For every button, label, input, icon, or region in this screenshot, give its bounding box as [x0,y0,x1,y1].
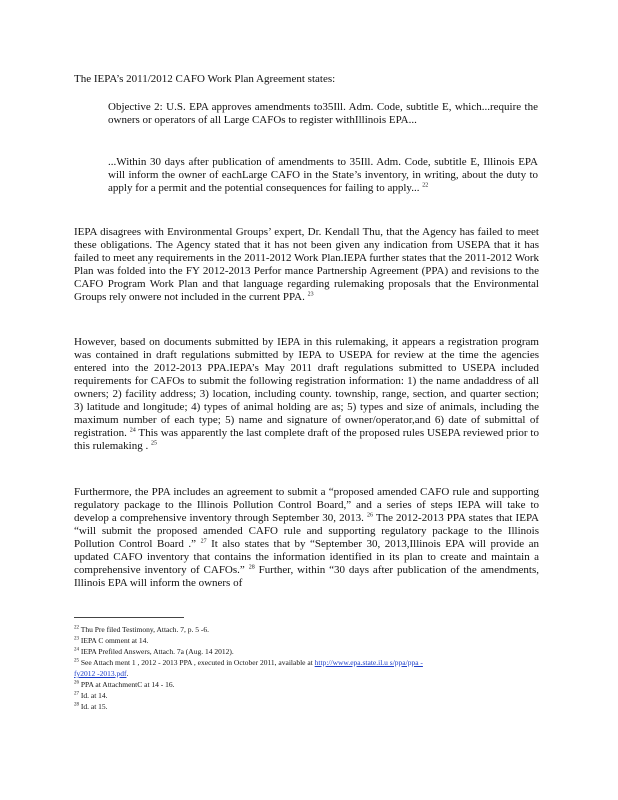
footnote-number: 28 [74,702,79,708]
footnote-number: 23 [74,636,79,642]
footnote-text: Id. at 15. [80,702,108,711]
intro-sentence: The IEPA’s 2011/2012 CAFO Work Plan Agreement states: [74,73,336,85]
footnote-26 [74,679,544,690]
paragraph-text: However, based on documents submitted by IEPA in this rulemaking, it appears a registration program was contained in draft regulations submitted by IEPA to USEPA for review at the time the agencies entered into the 2012-2013 PPA.IEPA’s May 2011 draft regulations submitted to USEPA included requirements for CAFOs to submit the following registration information: 1) the name andaddress of all owners; 2) facility address; 3) location, including county. township, range, section, and quarter section; 3) latitude and longitude; 4) types of animal holding are as; 5) types and size of animals, including the maximum number of each type; 5) name and signature of owner/operator,and 6) date of submittal of registration. [74,336,539,439]
footnote-text: . [126,669,129,678]
footnote-ref[interactable]: 22 [422,182,429,189]
footnote-number: 22 [74,625,79,631]
footnote-28 [74,701,544,712]
footnote-ref[interactable]: 24 [129,427,136,434]
footnote-25 [74,657,544,668]
quote-text: ...Within 30 days after publication of amendments to 35Ill. Adm. Code, subtitle E, Illinois EPA will inform the owner of eachLarge CAFO in the State’s inventory, in writing, about the duty to apply for a permit and the potential consequences for failing to apply... [108,156,538,194]
footnote-text: PPA at AttachmentC at 14 - 16. [80,680,175,689]
footnote-ref[interactable]: 23 [307,291,314,298]
ppa-link-continued[interactable]: fy2012 -2013.pdf [74,669,127,678]
paragraph-text: The 2012-2013 PPA states that IEPA “will submit the proposed amended CAFO rule and supporting regulatory package to the Illinois Pollution Control Board .” [74,512,539,550]
paragraph-text: It also states that by “September 30, 2013,Illinois EPA will provide an updated CAFO inventory that contains the information identified in its plan to create and maintain a comprehensive inventory of CAFOs.” [74,538,540,576]
footnote-ref[interactable]: 28 [248,564,255,571]
footnote-25-continued [74,668,544,679]
paragraph-furthermore [74,486,539,590]
footnote-27 [74,690,544,701]
paragraph-however [74,336,539,453]
ppa-link[interactable]: http://www.epa.state.il.u s/ppa/ppa - [314,658,423,667]
footnote-ref[interactable]: 27 [200,538,207,545]
paragraph-text: Further, within “30 days after publication of the amendments, Illinois EPA will inform the owners of [74,564,540,589]
block-quote-within-30-days [108,156,538,195]
paragraph-text: Furthermore, the PPA includes an agreement to submit a “proposed amended CAFO rule and supporting regulatory package to the Illinois Pollution Control Board,” and a series of steps IEPA will take to develop a comprehensive inventory through September 30, 2013. [74,486,539,524]
footnote-24 [74,646,544,657]
footnote-text: Id. at 14. [80,691,108,700]
footnote-number: 25 [74,658,79,664]
paragraph-text: This was apparently the last complete draft of the proposed rules USEPA reviewed prior to this rulemaking . [74,427,539,452]
footnote-text: IEPA Prefiled Answers, Attach. 7a (Aug. 14 2012). [80,647,234,656]
footnote-ref[interactable]: 26 [366,512,373,519]
footnote-number: 26 [74,680,79,686]
footnote-divider [74,617,184,618]
footnote-text: Thu Pre filed Testimony, Attach. 7, p. 5 -6. [80,625,209,634]
paragraph-iepa-disagrees [74,226,539,304]
block-quote-objective: Objective 2: U.S. EPA approves amendments to35Ill. Adm. Code, subtitle E, which...require the owners or operators of all Large CAFOs to register withIllinois EPA... [108,101,538,126]
footnotes [74,624,544,712]
footnote-23 [74,635,544,646]
footnote-number: 24 [74,647,79,653]
footnote-text: IEPA C omment at 14. [80,636,149,645]
footnote-ref[interactable]: 25 [151,440,157,447]
paragraph-text: IEPA disagrees with Environmental Groups’ expert, Dr. Kendall Thu, that the Agency has failed to meet these obligations. The Agency stated that it has not been given any indication from USEPA that it has failed to meet any requirements in the 2011-2012 Work Plan.IEPA further states that the 2011-2012 Work Plan was folded into the FY 2012-2013 Perfor mance Partnership Agreement (PPA) and revisions to the CAFO Program Work Plan and that language regarding rulemaking proposals that the Environmental Groups rely onwere not included in the current PPA. [74,226,539,303]
footnote-text: See Attach ment 1 , 2012 - 2013 PPA , executed in October 2011, available at [80,658,313,667]
footnote-number: 27 [74,691,79,697]
footnote-22 [74,624,544,635]
